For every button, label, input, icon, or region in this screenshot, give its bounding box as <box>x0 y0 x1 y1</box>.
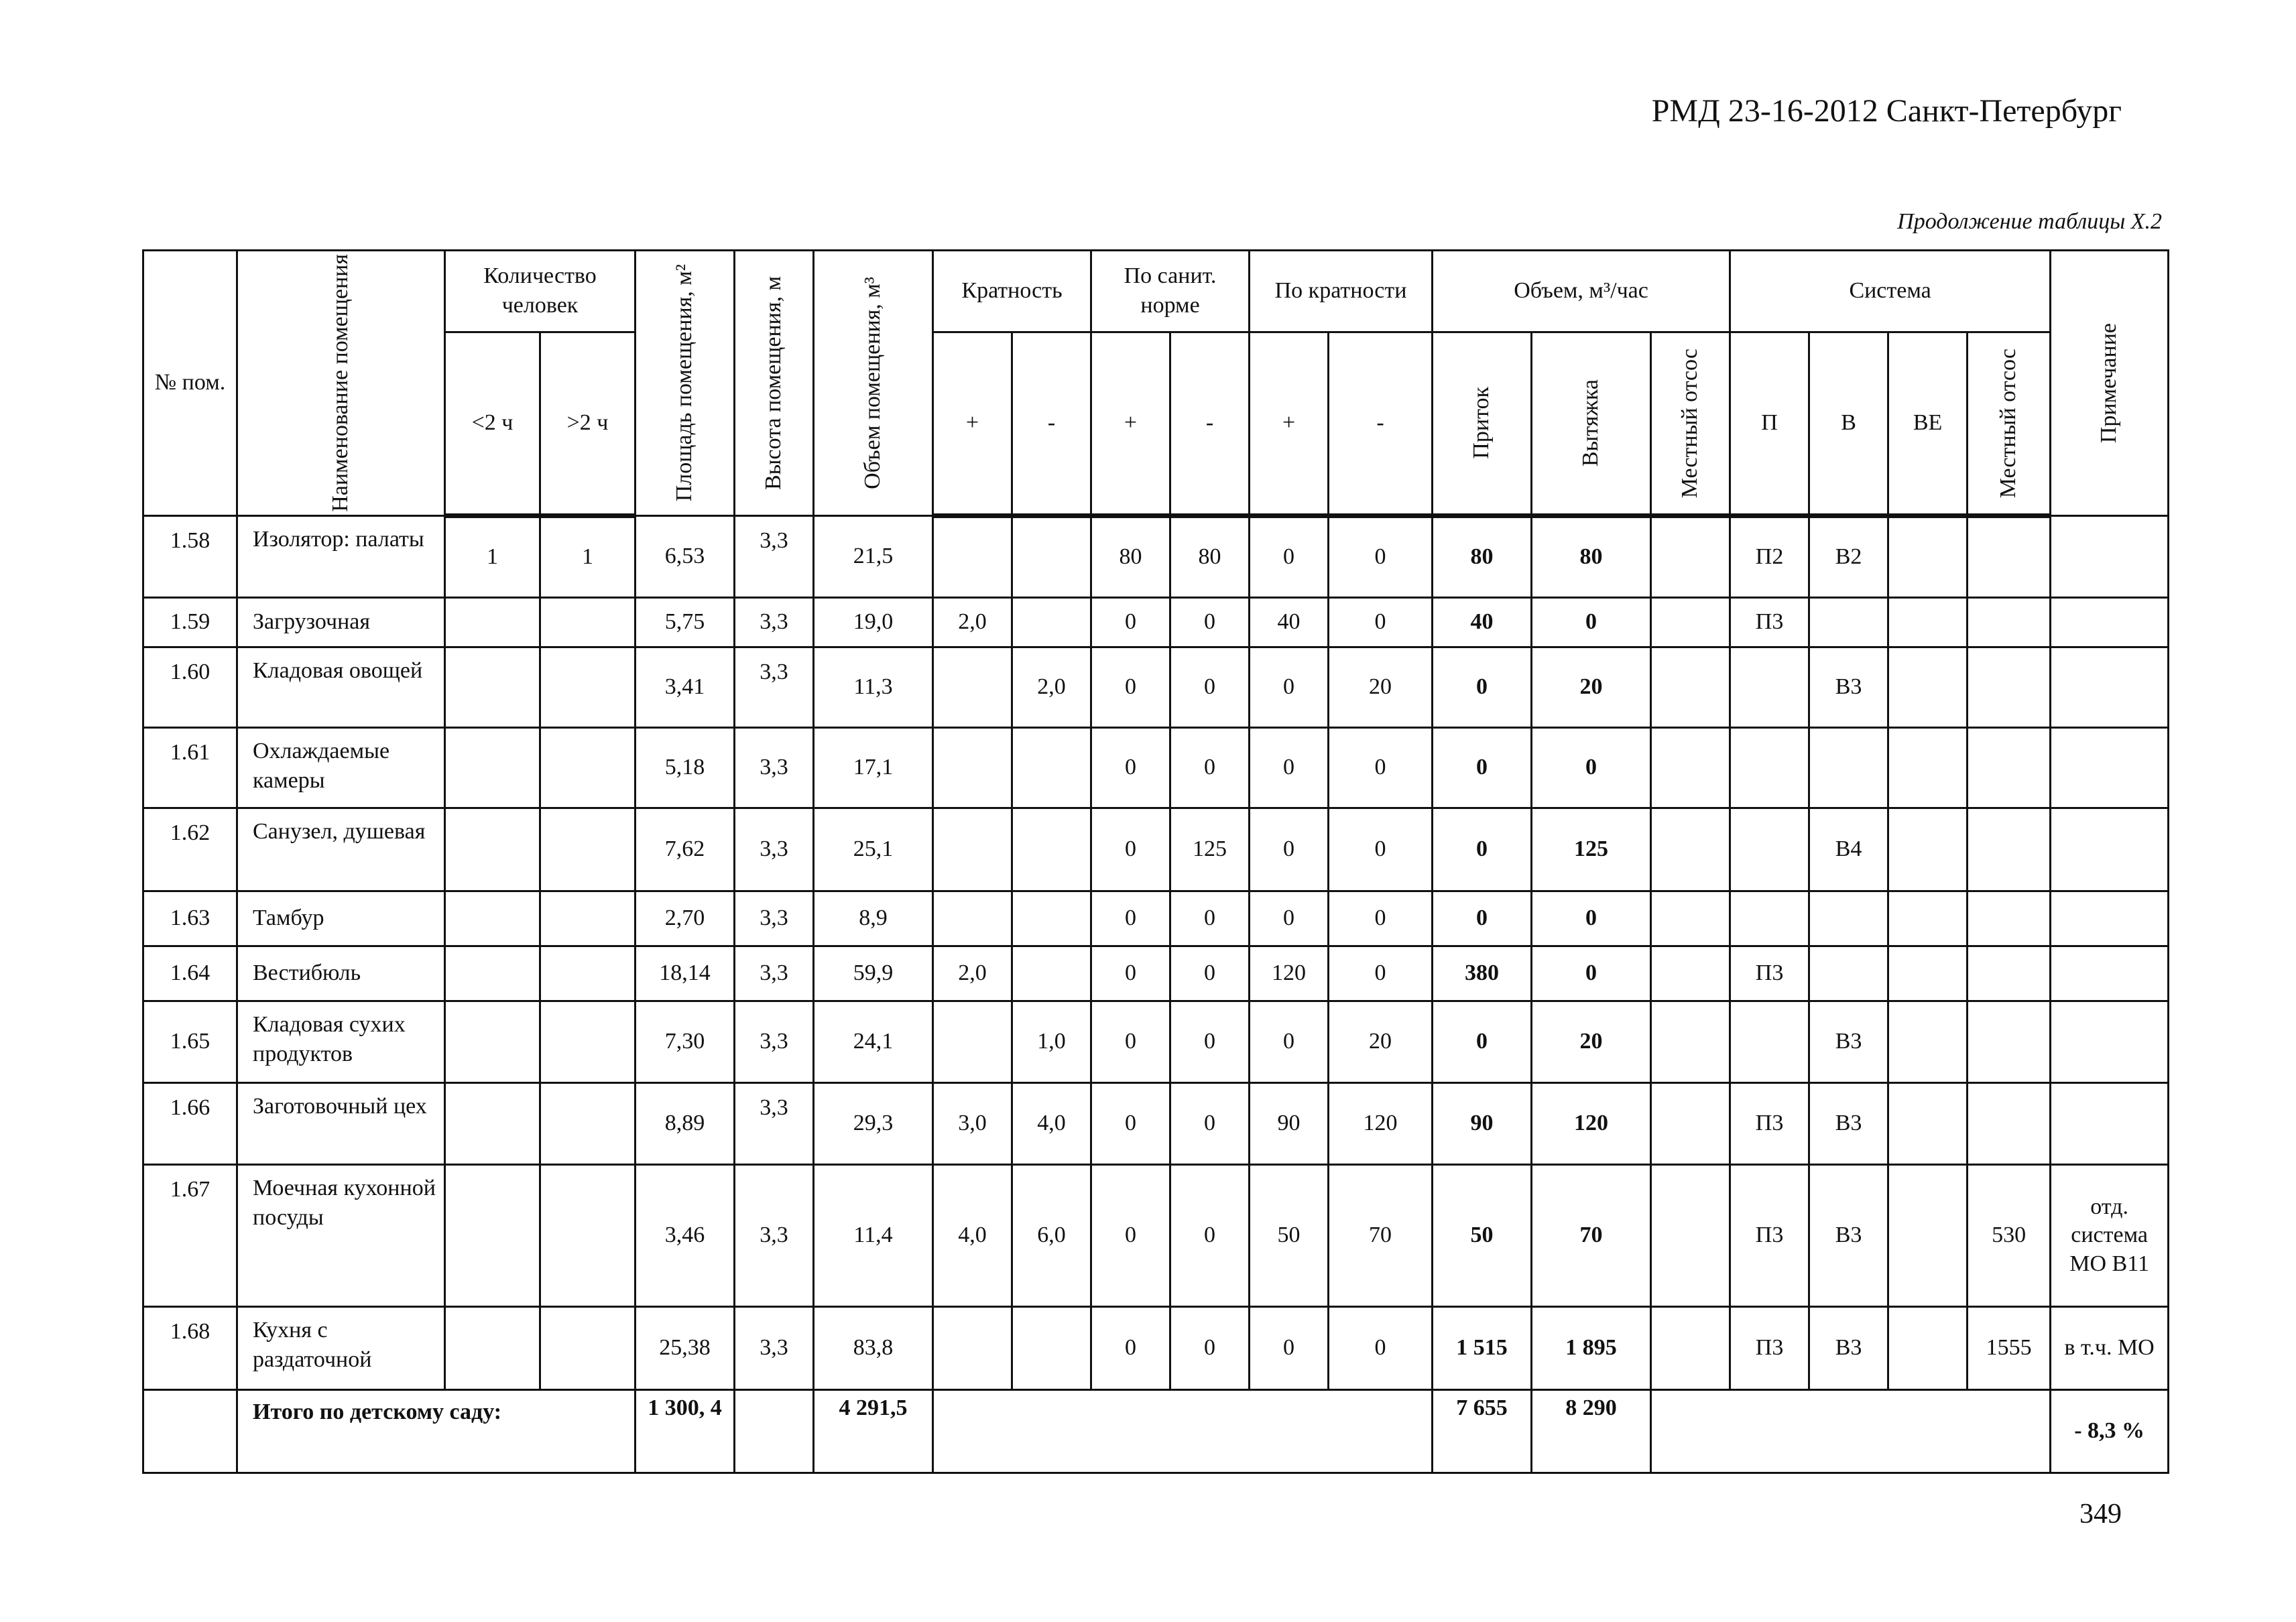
col-area-header: Площадь помещения, м² <box>636 251 735 516</box>
cell-byrate-minus: 0 <box>1329 515 1433 597</box>
cell-exhaust: 20 <box>1532 647 1651 727</box>
cell-exhaust: 20 <box>1532 1001 1651 1082</box>
cell-area: 5,75 <box>636 597 735 647</box>
cell-gt2 <box>540 946 636 1001</box>
cell-volume: 21,5 <box>814 515 933 597</box>
cell-byrate-minus: 0 <box>1329 727 1433 808</box>
table-row <box>143 597 2169 647</box>
cell-gt2 <box>540 597 636 647</box>
cell-byrate-plus: 40 <box>1250 597 1329 647</box>
cell-gt2: 1 <box>540 515 636 597</box>
cell-lt2 <box>445 946 540 1001</box>
total-note: - 8,3 % <box>2051 1389 2169 1473</box>
cell-gt2 <box>540 808 636 891</box>
cell-note <box>2051 1001 2169 1082</box>
cell-name: Тамбур <box>237 891 445 946</box>
cell-exhaust: 70 <box>1532 1164 1651 1306</box>
cell-v: В2 <box>1809 515 1888 597</box>
cell-num: 1.63 <box>143 891 237 946</box>
cell-local-system <box>1968 727 2051 808</box>
cell-ve <box>1888 808 1968 891</box>
col-volume-header: Объем помещения, м³ <box>814 251 933 516</box>
cell-num: 1.59 <box>143 597 237 647</box>
cell-name: Заготовочный цех <box>237 1082 445 1164</box>
cell-name: Вестибюль <box>237 946 445 1001</box>
ventilation-table-container <box>142 249 2168 1474</box>
cell-sanit-plus: 0 <box>1091 597 1170 647</box>
total-row <box>143 1389 2169 1473</box>
cell-note <box>2051 647 2169 727</box>
cell-lt2 <box>445 808 540 891</box>
cell-num: 1.68 <box>143 1306 237 1389</box>
table-row <box>143 727 2169 808</box>
cell-ve <box>1888 515 1968 597</box>
col-v-header: В <box>1809 332 1888 515</box>
cell-volume: 11,4 <box>814 1164 933 1306</box>
cell-sanit-plus: 0 <box>1091 1001 1170 1082</box>
cell-local-system <box>1968 891 2051 946</box>
cell-supply: 0 <box>1433 647 1532 727</box>
cell-name: Кладовая сухих продуктов <box>237 1001 445 1082</box>
cell-rate-plus <box>933 891 1012 946</box>
col-rate-minus-header: - <box>1012 332 1091 515</box>
col-byrate-plus-header: + <box>1250 332 1329 515</box>
cell-num: 1.58 <box>143 515 237 597</box>
cell-ve <box>1888 1306 1968 1389</box>
cell-volume: 83,8 <box>814 1306 933 1389</box>
cell-area: 3,41 <box>636 647 735 727</box>
cell-local-system <box>1968 647 2051 727</box>
cell-exhaust: 120 <box>1532 1082 1651 1164</box>
header-row-2 <box>143 332 2169 515</box>
cell-note: отд. система МО В11 <box>2051 1164 2169 1306</box>
cell-sanit-plus: 0 <box>1091 891 1170 946</box>
cell-height: 3,3 <box>735 891 814 946</box>
table-row <box>143 515 2169 597</box>
page-number: 349 <box>2079 1499 2122 1530</box>
cell-v <box>1809 727 1888 808</box>
cell-v: В3 <box>1809 1082 1888 1164</box>
cell-note <box>2051 597 2169 647</box>
cell-sanit-minus: 0 <box>1170 647 1250 727</box>
cell-name: Санузел, душевая <box>237 808 445 891</box>
cell-volume: 59,9 <box>814 946 933 1001</box>
cell-name: Кладовая овощей <box>237 647 445 727</box>
cell-volume: 29,3 <box>814 1082 933 1164</box>
cell-area: 7,30 <box>636 1001 735 1082</box>
cell-gt2 <box>540 891 636 946</box>
col-sanit-minus-header: - <box>1170 332 1250 515</box>
cell-byrate-plus: 0 <box>1250 808 1329 891</box>
cell-rate-minus <box>1012 946 1091 1001</box>
col-gt2-header: >2 ч <box>540 332 636 515</box>
cell-ve <box>1888 946 1968 1001</box>
col-system-header: Система <box>1730 251 2051 332</box>
cell-exhaust: 0 <box>1532 891 1651 946</box>
cell-lt2 <box>445 727 540 808</box>
cell-byrate-plus: 90 <box>1250 1082 1329 1164</box>
cell-lt2 <box>445 1082 540 1164</box>
cell-ve <box>1888 647 1968 727</box>
cell-lt2 <box>445 597 540 647</box>
col-byrate-header: По кратности <box>1250 251 1433 332</box>
total-empty-span <box>933 1389 1433 1473</box>
cell-byrate-plus: 0 <box>1250 727 1329 808</box>
col-local-header: Местный отсос <box>1651 332 1730 515</box>
col-note-header: Примечание <box>2051 251 2169 516</box>
cell-exhaust: 80 <box>1532 515 1651 597</box>
cell-name: Моечная кухонной посуды <box>237 1164 445 1306</box>
col-supply-header: Приток <box>1433 332 1532 515</box>
cell-height: 3,3 <box>735 1082 814 1164</box>
cell-sanit-minus: 0 <box>1170 1164 1250 1306</box>
cell-byrate-minus: 70 <box>1329 1164 1433 1306</box>
cell-sanit-minus: 0 <box>1170 597 1250 647</box>
cell-volume: 25,1 <box>814 808 933 891</box>
cell-height: 3,3 <box>735 1164 814 1306</box>
col-name-header: Наименование помещения <box>237 251 445 516</box>
cell-rate-plus <box>933 1001 1012 1082</box>
cell-name: Охлаждаемые камеры <box>237 727 445 808</box>
cell-byrate-plus: 0 <box>1250 515 1329 597</box>
cell-sanit-minus: 0 <box>1170 946 1250 1001</box>
cell-local-system: 1555 <box>1968 1306 2051 1389</box>
table-row <box>143 1082 2169 1164</box>
cell-local-system <box>1968 1001 2051 1082</box>
ventilation-table <box>142 249 2169 1474</box>
cell-byrate-minus: 20 <box>1329 647 1433 727</box>
cell-sanit-plus: 0 <box>1091 946 1170 1001</box>
cell-p <box>1730 647 1809 727</box>
cell-area: 18,14 <box>636 946 735 1001</box>
total-label: Итого по детскому саду: <box>237 1389 636 1473</box>
cell-gt2 <box>540 1164 636 1306</box>
cell-rate-minus <box>1012 891 1091 946</box>
col-airvolume-header: Объем, м³/час <box>1433 251 1730 332</box>
cell-note <box>2051 946 2169 1001</box>
cell-rate-minus <box>1012 727 1091 808</box>
cell-byrate-minus: 120 <box>1329 1082 1433 1164</box>
cell-num: 1.61 <box>143 727 237 808</box>
cell-v <box>1809 891 1888 946</box>
cell-ve <box>1888 1001 1968 1082</box>
cell-height: 3,3 <box>735 1001 814 1082</box>
cell-area: 6,53 <box>636 515 735 597</box>
cell-volume: 11,3 <box>814 647 933 727</box>
cell-lt2 <box>445 1001 540 1082</box>
cell-ve <box>1888 891 1968 946</box>
cell-height: 3,3 <box>735 597 814 647</box>
cell-gt2 <box>540 1001 636 1082</box>
table-row <box>143 946 2169 1001</box>
cell-sanit-minus: 0 <box>1170 1001 1250 1082</box>
cell-rate-plus <box>933 647 1012 727</box>
cell-note <box>2051 808 2169 891</box>
cell-byrate-plus: 0 <box>1250 891 1329 946</box>
cell-sanit-plus: 0 <box>1091 727 1170 808</box>
cell-p <box>1730 808 1809 891</box>
cell-rate-minus: 1,0 <box>1012 1001 1091 1082</box>
cell-byrate-minus: 0 <box>1329 1306 1433 1389</box>
cell-ve <box>1888 597 1968 647</box>
total-volume: 4 291,5 <box>814 1389 933 1473</box>
cell-local-system <box>1968 597 2051 647</box>
cell-p: П3 <box>1730 1164 1809 1306</box>
cell-p <box>1730 727 1809 808</box>
cell-sanit-plus: 0 <box>1091 647 1170 727</box>
cell-supply: 0 <box>1433 727 1532 808</box>
cell-byrate-plus: 0 <box>1250 1306 1329 1389</box>
cell-supply: 0 <box>1433 891 1532 946</box>
cell-byrate-plus: 0 <box>1250 1001 1329 1082</box>
cell-volume: 19,0 <box>814 597 933 647</box>
cell-rate-minus <box>1012 808 1091 891</box>
cell-sanit-minus: 0 <box>1170 727 1250 808</box>
cell-local <box>1651 1306 1730 1389</box>
cell-lt2: 1 <box>445 515 540 597</box>
col-lt2-header: <2 ч <box>445 332 540 515</box>
cell-rate-minus: 2,0 <box>1012 647 1091 727</box>
cell-rate-plus <box>933 808 1012 891</box>
cell-local <box>1651 946 1730 1001</box>
cell-p: П3 <box>1730 1306 1809 1389</box>
cell-v <box>1809 946 1888 1001</box>
cell-num: 1.65 <box>143 1001 237 1082</box>
cell-rate-plus <box>933 515 1012 597</box>
cell-volume: 8,9 <box>814 891 933 946</box>
cell-rate-plus: 4,0 <box>933 1164 1012 1306</box>
total-area: 1 300, 4 <box>636 1389 735 1473</box>
total-num-empty <box>143 1389 237 1473</box>
total-system-empty <box>1651 1389 2051 1473</box>
cell-ve <box>1888 1082 1968 1164</box>
cell-ve <box>1888 727 1968 808</box>
cell-lt2 <box>445 891 540 946</box>
cell-rate-plus <box>933 1306 1012 1389</box>
table-row <box>143 891 2169 946</box>
cell-area: 25,38 <box>636 1306 735 1389</box>
cell-local-system: 530 <box>1968 1164 2051 1306</box>
total-supply: 7 655 <box>1433 1389 1532 1473</box>
cell-num: 1.60 <box>143 647 237 727</box>
cell-p: П3 <box>1730 597 1809 647</box>
cell-gt2 <box>540 727 636 808</box>
cell-note <box>2051 891 2169 946</box>
cell-local <box>1651 727 1730 808</box>
cell-local-system <box>1968 515 2051 597</box>
cell-sanit-minus: 0 <box>1170 1306 1250 1389</box>
cell-local-system <box>1968 946 2051 1001</box>
cell-p: П2 <box>1730 515 1809 597</box>
cell-v <box>1809 597 1888 647</box>
cell-lt2 <box>445 647 540 727</box>
cell-sanit-minus: 80 <box>1170 515 1250 597</box>
cell-p: П3 <box>1730 946 1809 1001</box>
cell-area: 3,46 <box>636 1164 735 1306</box>
cell-sanit-plus: 0 <box>1091 1082 1170 1164</box>
col-rate-header: Кратность <box>933 251 1091 332</box>
cell-byrate-minus: 20 <box>1329 1001 1433 1082</box>
cell-num: 1.67 <box>143 1164 237 1306</box>
cell-local-system <box>1968 808 2051 891</box>
cell-local <box>1651 808 1730 891</box>
cell-num: 1.62 <box>143 808 237 891</box>
cell-volume: 24,1 <box>814 1001 933 1082</box>
cell-byrate-plus: 50 <box>1250 1164 1329 1306</box>
cell-note: в т.ч. МО <box>2051 1306 2169 1389</box>
total-exhaust: 8 290 <box>1532 1389 1651 1473</box>
cell-local <box>1651 597 1730 647</box>
cell-area: 5,18 <box>636 727 735 808</box>
cell-byrate-minus: 0 <box>1329 808 1433 891</box>
cell-gt2 <box>540 1306 636 1389</box>
cell-exhaust: 0 <box>1532 727 1651 808</box>
cell-local <box>1651 1001 1730 1082</box>
table-row <box>143 1306 2169 1389</box>
cell-rate-plus: 2,0 <box>933 946 1012 1001</box>
cell-gt2 <box>540 647 636 727</box>
table-continuation-caption: Продолжение таблицы Х.2 <box>1897 209 2162 234</box>
cell-height: 3,3 <box>735 515 814 597</box>
cell-v: В3 <box>1809 647 1888 727</box>
cell-local <box>1651 891 1730 946</box>
col-exhaust-header: Вытяжка <box>1532 332 1651 515</box>
cell-rate-plus: 3,0 <box>933 1082 1012 1164</box>
cell-supply: 40 <box>1433 597 1532 647</box>
col-sanit-header: По санит. норме <box>1091 251 1250 332</box>
col-ve-header: ВЕ <box>1888 332 1968 515</box>
cell-p <box>1730 1001 1809 1082</box>
cell-rate-plus: 2,0 <box>933 597 1012 647</box>
cell-supply: 80 <box>1433 515 1532 597</box>
col-sanit-plus-header: + <box>1091 332 1170 515</box>
col-height-header: Высота помещения, м <box>735 251 814 516</box>
cell-supply: 0 <box>1433 1001 1532 1082</box>
document-code: РМД 23-16-2012 Санкт-Петербург <box>1651 93 2122 129</box>
cell-lt2 <box>445 1306 540 1389</box>
cell-rate-minus: 6,0 <box>1012 1164 1091 1306</box>
cell-name: Кухня с раздаточной <box>237 1306 445 1389</box>
cell-supply: 0 <box>1433 808 1532 891</box>
cell-sanit-minus: 0 <box>1170 891 1250 946</box>
cell-area: 2,70 <box>636 891 735 946</box>
cell-rate-minus <box>1012 515 1091 597</box>
cell-supply: 1 515 <box>1433 1306 1532 1389</box>
cell-height: 3,3 <box>735 1306 814 1389</box>
cell-sanit-plus: 0 <box>1091 808 1170 891</box>
total-height-empty <box>735 1389 814 1473</box>
cell-local <box>1651 647 1730 727</box>
cell-p: П3 <box>1730 1082 1809 1164</box>
cell-sanit-plus: 80 <box>1091 515 1170 597</box>
cell-num: 1.66 <box>143 1082 237 1164</box>
col-p-header: П <box>1730 332 1809 515</box>
cell-rate-minus <box>1012 597 1091 647</box>
cell-local <box>1651 515 1730 597</box>
cell-byrate-plus: 0 <box>1250 647 1329 727</box>
cell-local <box>1651 1164 1730 1306</box>
cell-sanit-plus: 0 <box>1091 1306 1170 1389</box>
cell-byrate-minus: 0 <box>1329 891 1433 946</box>
cell-sanit-minus: 125 <box>1170 808 1250 891</box>
cell-height: 3,3 <box>735 647 814 727</box>
cell-exhaust: 1 895 <box>1532 1306 1651 1389</box>
table-row <box>143 1164 2169 1306</box>
cell-area: 8,89 <box>636 1082 735 1164</box>
cell-v: В3 <box>1809 1001 1888 1082</box>
cell-num: 1.64 <box>143 946 237 1001</box>
cell-byrate-minus: 0 <box>1329 597 1433 647</box>
cell-area: 7,62 <box>636 808 735 891</box>
cell-rate-minus <box>1012 1306 1091 1389</box>
cell-lt2 <box>445 1164 540 1306</box>
cell-note <box>2051 1082 2169 1164</box>
cell-height: 3,3 <box>735 946 814 1001</box>
cell-gt2 <box>540 1082 636 1164</box>
cell-p <box>1730 891 1809 946</box>
cell-v: В4 <box>1809 808 1888 891</box>
cell-height: 3,3 <box>735 808 814 891</box>
col-local-system-header: Местный отсос <box>1968 332 2051 515</box>
cell-sanit-plus: 0 <box>1091 1164 1170 1306</box>
cell-exhaust: 125 <box>1532 808 1651 891</box>
cell-supply: 50 <box>1433 1164 1532 1306</box>
table-row <box>143 808 2169 891</box>
cell-exhaust: 0 <box>1532 597 1651 647</box>
cell-v: В3 <box>1809 1306 1888 1389</box>
cell-rate-minus: 4,0 <box>1012 1082 1091 1164</box>
cell-exhaust: 0 <box>1532 946 1651 1001</box>
cell-name: Изолятор: палаты <box>237 515 445 597</box>
cell-byrate-minus: 0 <box>1329 946 1433 1001</box>
cell-local-system <box>1968 1082 2051 1164</box>
cell-height: 3,3 <box>735 727 814 808</box>
col-people-header: Количество человек <box>445 251 636 332</box>
cell-v: В3 <box>1809 1164 1888 1306</box>
cell-name: Загрузочная <box>237 597 445 647</box>
cell-volume: 17,1 <box>814 727 933 808</box>
cell-ve <box>1888 1164 1968 1306</box>
col-num-header: № пом. <box>143 251 237 516</box>
cell-rate-plus <box>933 727 1012 808</box>
table-row <box>143 647 2169 727</box>
cell-supply: 90 <box>1433 1082 1532 1164</box>
header-row-1 <box>143 251 2169 332</box>
col-rate-plus-header: + <box>933 332 1012 515</box>
col-byrate-minus-header: - <box>1329 332 1433 515</box>
cell-note <box>2051 727 2169 808</box>
cell-supply: 380 <box>1433 946 1532 1001</box>
table-row <box>143 1001 2169 1082</box>
cell-note <box>2051 515 2169 597</box>
cell-local <box>1651 1082 1730 1164</box>
cell-sanit-minus: 0 <box>1170 1082 1250 1164</box>
cell-byrate-plus: 120 <box>1250 946 1329 1001</box>
